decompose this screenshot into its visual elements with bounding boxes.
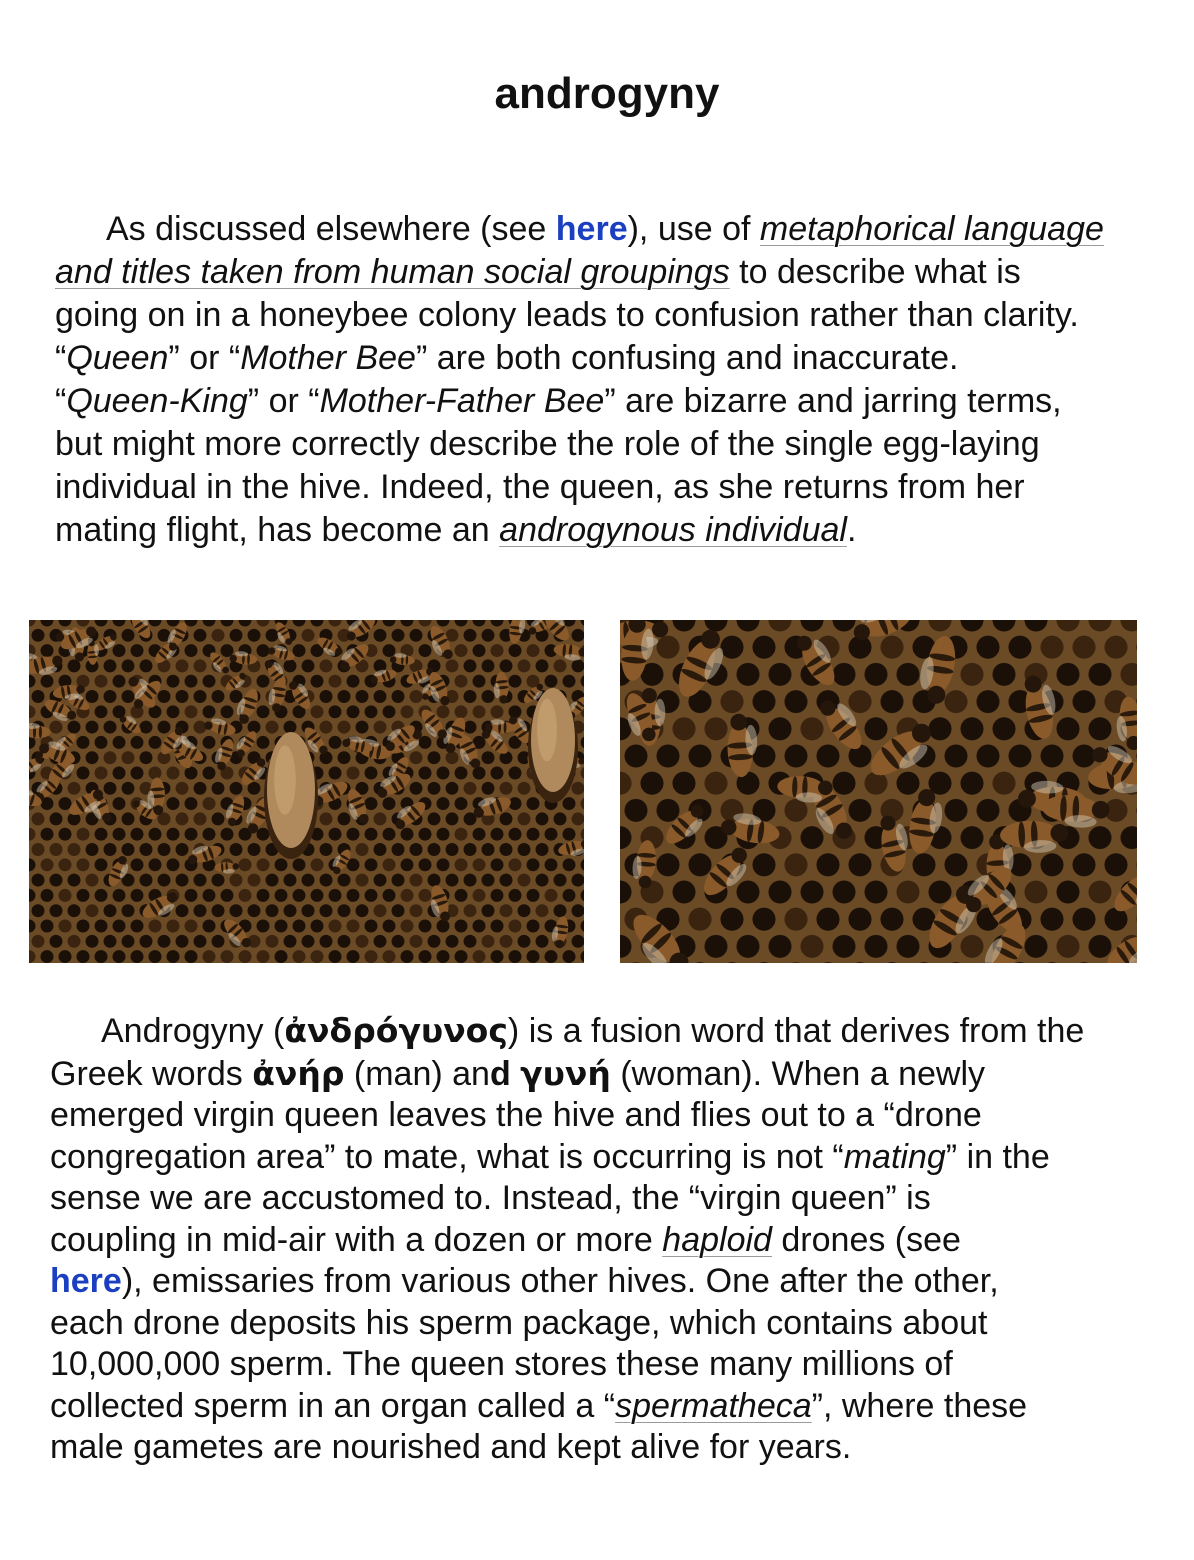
spermatheca-link[interactable]: spermatheca [615,1386,812,1425]
body-line-7: here), emissaries from various other hives. One after the other, [50,1262,999,1300]
here-link-2[interactable]: here [50,1262,122,1300]
intro-line-6: but might more correctly describe the role of the single egg-laying [55,425,1040,463]
body-line-9: 10,000,000 sperm. The queen stores these many millions of [50,1345,953,1383]
worker-bees-photo [620,620,1137,963]
androgynous-individual-link[interactable]: androgynous individual [499,511,847,549]
androgyny-paragraph [50,1010,1180,1469]
intro-line-7: individual in the hive. Indeed, the queen, as she returns from her [55,468,1025,506]
here-link-1[interactable]: here [555,210,628,248]
body-line-4: congregation area” to mate, what is occurring is not “mating” in the [50,1137,1050,1176]
intro-line-2: and titles taken from human social groupings to describe what is [55,253,1021,291]
body-line-1: Androgyny (ἀνδρόγυνος) is a fusion word that derives from the [101,1011,1085,1050]
page-title: androgyny [494,69,720,118]
body-line-10: collected sperm in an organ called a “spermatheca”, where these [50,1386,1028,1425]
intro-line-1: As discussed elsewhere (see here), use of metaphorical language [106,210,1104,248]
intro-line-3: going on in a honeybee colony leads to confusion rather than clarity. [55,296,1079,334]
greek-gyne: γυνή [520,1053,611,1093]
body-line-5: sense we are accustomed to. Instead, the “virgin queen” is [50,1179,931,1217]
greek-aner: ἀνήρ [252,1053,345,1093]
metaphorical-language-link[interactable]: metaphorical language [759,210,1104,248]
body-line-6: coupling in mid-air with a dozen or more haploid drones (see [50,1220,961,1259]
haploid-link[interactable]: haploid [662,1220,772,1259]
body-line-8: each drone deposits his sperm package, which contains about [50,1303,988,1342]
intro-line-4: “Queen” or “Mother Bee” are both confusing and inaccurate. [55,339,959,377]
intro-line-8: mating flight, has become an androgynous individual. [55,511,857,549]
body-line-11: male gametes are nourished and kept alive for years. [50,1428,852,1466]
body-line-3: emerged virgin queen leaves the hive and flies out to a “drone [50,1096,982,1134]
titles-link[interactable]: and titles taken from human social groupings [55,253,730,291]
body-line-2: Greek words ἀνήρ (man) and γυνή (woman). When a newly [50,1053,986,1093]
intro-line-5: “Queen-King” or “Mother-Father Bee” are bizarre and jarring terms, [55,382,1062,420]
queen-cells-image [29,620,584,963]
intro-paragraph [55,208,1185,552]
queen-cells-photo [29,620,584,963]
greek-androgynos: ἀνδρόγυνος [284,1011,508,1050]
worker-bees-image [620,620,1137,963]
